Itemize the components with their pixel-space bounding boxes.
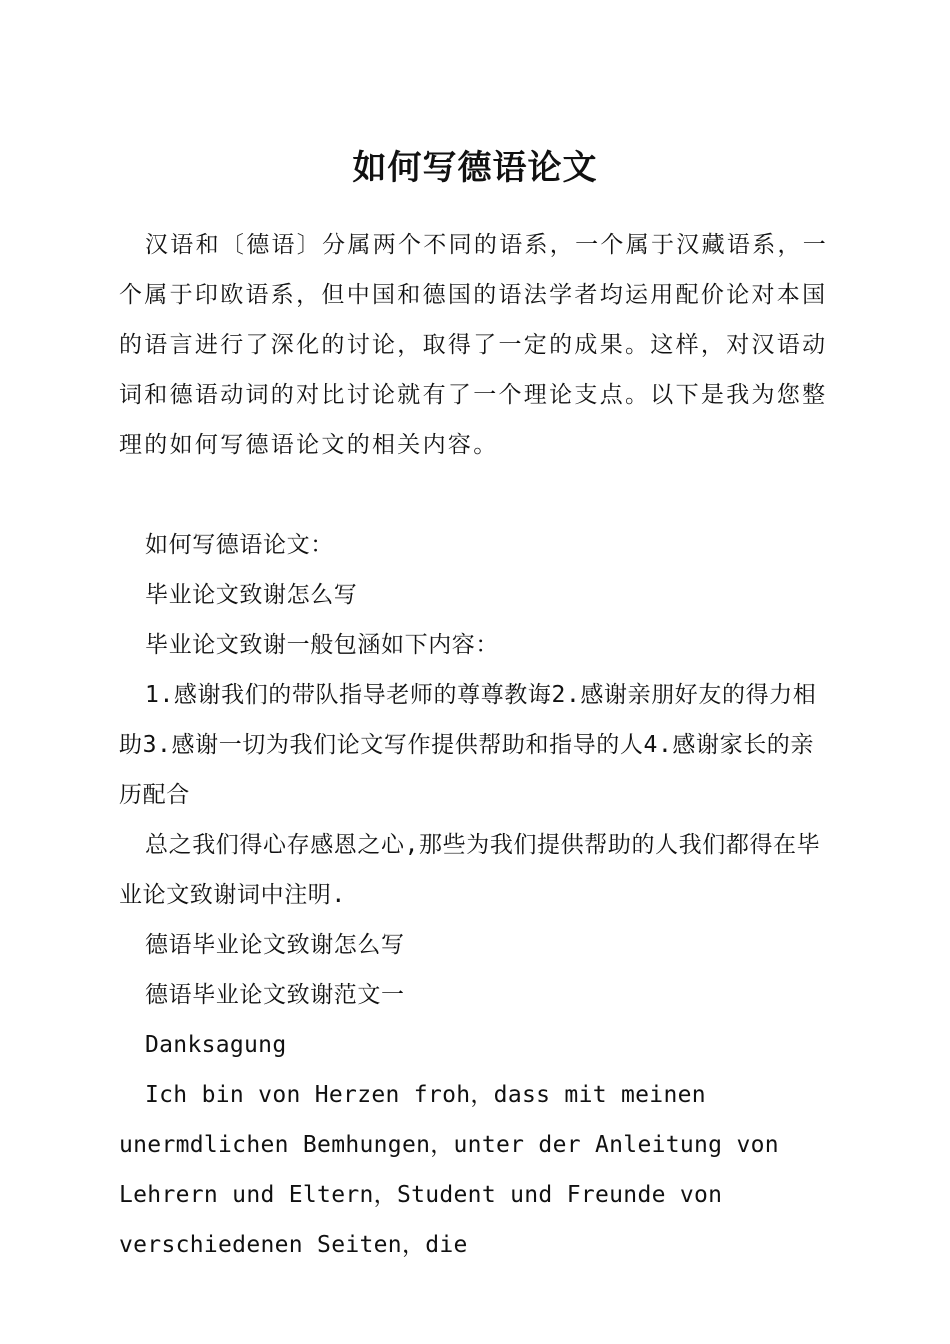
document-body <box>119 220 831 1270</box>
thanks-list-paragraph: 1.感谢我们的带队指导老师的尊尊教诲2.感谢亲朋好友的得力相助3.感谢一切为我们论文写作提供帮助和指导的人4.感谢家长的亲历配合 <box>119 682 817 808</box>
section-heading: 如何写德语论文： <box>145 532 334 558</box>
sample-heading: 德语毕业论文致谢范文一 <box>145 982 405 1008</box>
gratitude-paragraph: 总之我们得心存感恩之心,那些为我们提供帮助的人我们都得在毕业论文致谢词中注明. <box>119 832 821 908</box>
thanks-contents-label: 毕业论文致谢一般包涵如下内容： <box>145 632 499 658</box>
document-title: 如何写德语论文 <box>352 148 598 188</box>
subheading-thanks: 毕业论文致谢怎么写 <box>145 582 358 608</box>
subheading-german-thanks: 德语毕业论文致谢怎么写 <box>145 932 405 958</box>
intro-paragraph: 汉语和〔德语〕分属两个不同的语系，一个属于汉藏语系，一个属于印欧语系，但中国和德国的语法学者均运用配价论对本国的语言进行了深化的讨论，取得了一定的成果。这样，对汉语动词和德语动词的对比讨论就有了一个理论支点。以下是我为您整理的如何写德语论文的相关内容。 <box>119 232 829 458</box>
danksagung-heading: Danksagung <box>145 1032 287 1058</box>
paragraph-spacer <box>119 470 831 520</box>
german-text-paragraph: Ich bin von Herzen froh，dass mit meinen unermdlichen Bemhungen，unter der Anleitung von Lehrern und Eltern，Student und Freunde von verschiedenen Seiten，die <box>119 1082 779 1258</box>
